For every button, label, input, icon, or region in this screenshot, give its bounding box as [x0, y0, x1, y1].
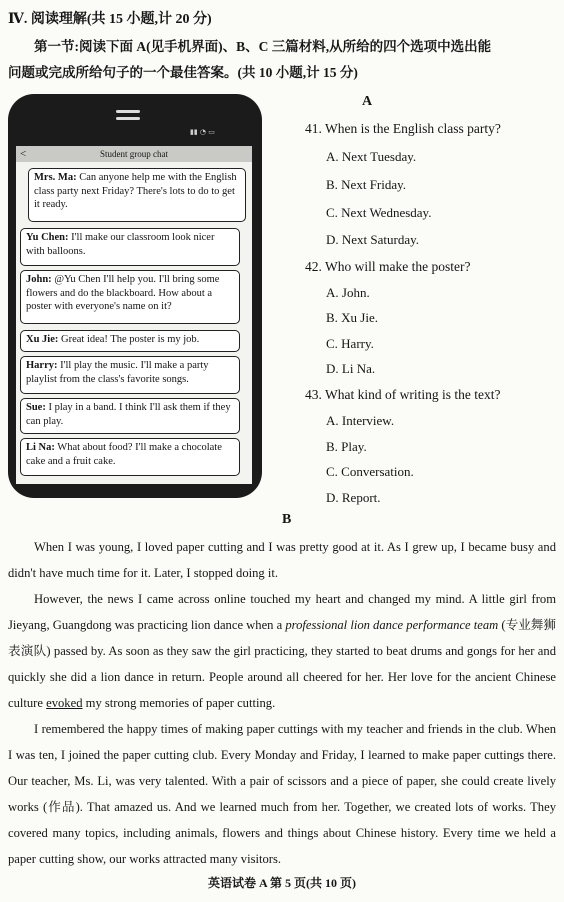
chat-message [28, 168, 246, 222]
question-stem: 41. When is the English class party? [305, 121, 501, 136]
answer-option[interactable]: C. Conversation. [326, 464, 414, 479]
answer-option[interactable]: C. Harry. [326, 336, 374, 351]
answer-option[interactable]: C. Next Wednesday. [326, 205, 432, 220]
message-sender: John: [26, 274, 52, 285]
answer-option[interactable]: A. Next Tuesday. [326, 149, 417, 164]
chevron-left-icon[interactable]: < [20, 148, 27, 160]
instructions-line-2: 问题或完成所给句子的一个最佳答案。(共 10 小题,计 15 分) [8, 65, 358, 80]
passage-b-body [8, 534, 556, 872]
answer-option[interactable]: B. Play. [326, 439, 367, 454]
paragraph-2 [8, 586, 556, 716]
paragraph-2-text: my strong memories of paper cutting. [82, 696, 276, 710]
message-text: I'll play the music. I'll make a party playlist from the class's favorite songs. [26, 360, 209, 385]
answer-option[interactable]: D. Li Na. [326, 361, 376, 376]
underlined-word: evoked [46, 696, 83, 710]
question-stem: 42. Who will make the poster? [305, 259, 471, 274]
message-sender: Xu Jie: [26, 334, 59, 345]
message-sender: Yu Chen: [26, 232, 69, 243]
message-sender: Sue: [26, 402, 46, 413]
answer-option[interactable]: B. Next Friday. [326, 177, 407, 192]
paragraph-2-text: (专业舞狮表演队) passed by. As soon as they saw the girl practicing, they started to beat drums and gongs for her and quickly she did a lion dance in return. People around all cheered for her. Her love for the ancient Chinese culture [8, 618, 556, 710]
status-bar-icons: ▮▮ ◔ ▭ [190, 128, 215, 136]
message-text: I'll make our classroom look nicer with balloons. [26, 232, 215, 257]
passage-b-label: B [282, 512, 292, 527]
message-text: What about food? I'll make a chocolate cake and a fruit cake. [26, 442, 222, 467]
passage-a-label: A [362, 94, 373, 109]
paragraph-3: I remembered the happy times of making paper cuttings with my teacher and friends in the club. When I was ten, I joined the paper cutting club. Every Monday and Friday, I learned to make paper cuttings there. Our teacher, Ms. Li, was very talented. With a pair of scissors and a piece of paper, she could create lively works (作品). That amazed us. And we learned much from her. Together, we created lots of works. They covered many topics, including animals, flowers and things about Chinese history. Every time we held a paper cutting show, our works attracted many visitors. [8, 722, 556, 866]
instructions-line-1: 第一节:阅读下面 A(见手机界面)、B、C 三篇材料,从所给的四个选项中选出能 [34, 39, 492, 54]
message-sender: Harry: [26, 360, 58, 371]
message-text: Great idea! The poster is my job. [58, 334, 200, 345]
chat-message [20, 228, 240, 266]
chat-title: Student group chat [16, 146, 252, 162]
page-footer: 英语试卷 A 第 5 页(共 10 页) [208, 876, 356, 890]
answer-option[interactable]: A. John. [326, 285, 370, 300]
paragraph-1: When I was young, I loved paper cutting and I was pretty good at it. As I grew up, I became busy and didn't have much time for it. Later, I stopped doing it. [8, 540, 556, 580]
question-stem: 43. What kind of writing is the text? [305, 387, 501, 402]
chat-message [20, 330, 240, 352]
section-header: Ⅳ. 阅读理解(共 15 小题,计 20 分) [8, 12, 212, 27]
chat-message [20, 438, 240, 476]
answer-option[interactable]: A. Interview. [326, 413, 395, 428]
chat-message [20, 356, 240, 394]
message-text: Can anyone help me with the English class party next Friday? There's lots to do to get it ready. [34, 172, 237, 210]
answer-option[interactable]: D. Next Saturday. [326, 232, 420, 247]
message-text: I play in a band. I think I'll ask them if they can play. [26, 402, 231, 427]
chat-message [20, 270, 240, 324]
paragraph-2-text: However, the news I came across online touched my heart and changed my mind. A little girl from Jieyang, Guangdong was practicing lion dance when a [8, 592, 556, 632]
message-sender: Mrs. Ma: [34, 172, 77, 183]
chat-message [20, 398, 240, 434]
italic-phrase: professional lion dance performance team [285, 618, 499, 632]
answer-option[interactable]: D. Report. [326, 490, 381, 505]
phone-speaker-line [116, 117, 140, 120]
answer-option[interactable]: B. Xu Jie. [326, 310, 378, 325]
message-text: @Yu Chen I'll help you. I'll bring some flowers and do the blackboard. How about a poster with everyone's name on it? [26, 274, 220, 312]
phone-speaker [116, 110, 140, 113]
message-sender: Li Na: [26, 442, 55, 453]
